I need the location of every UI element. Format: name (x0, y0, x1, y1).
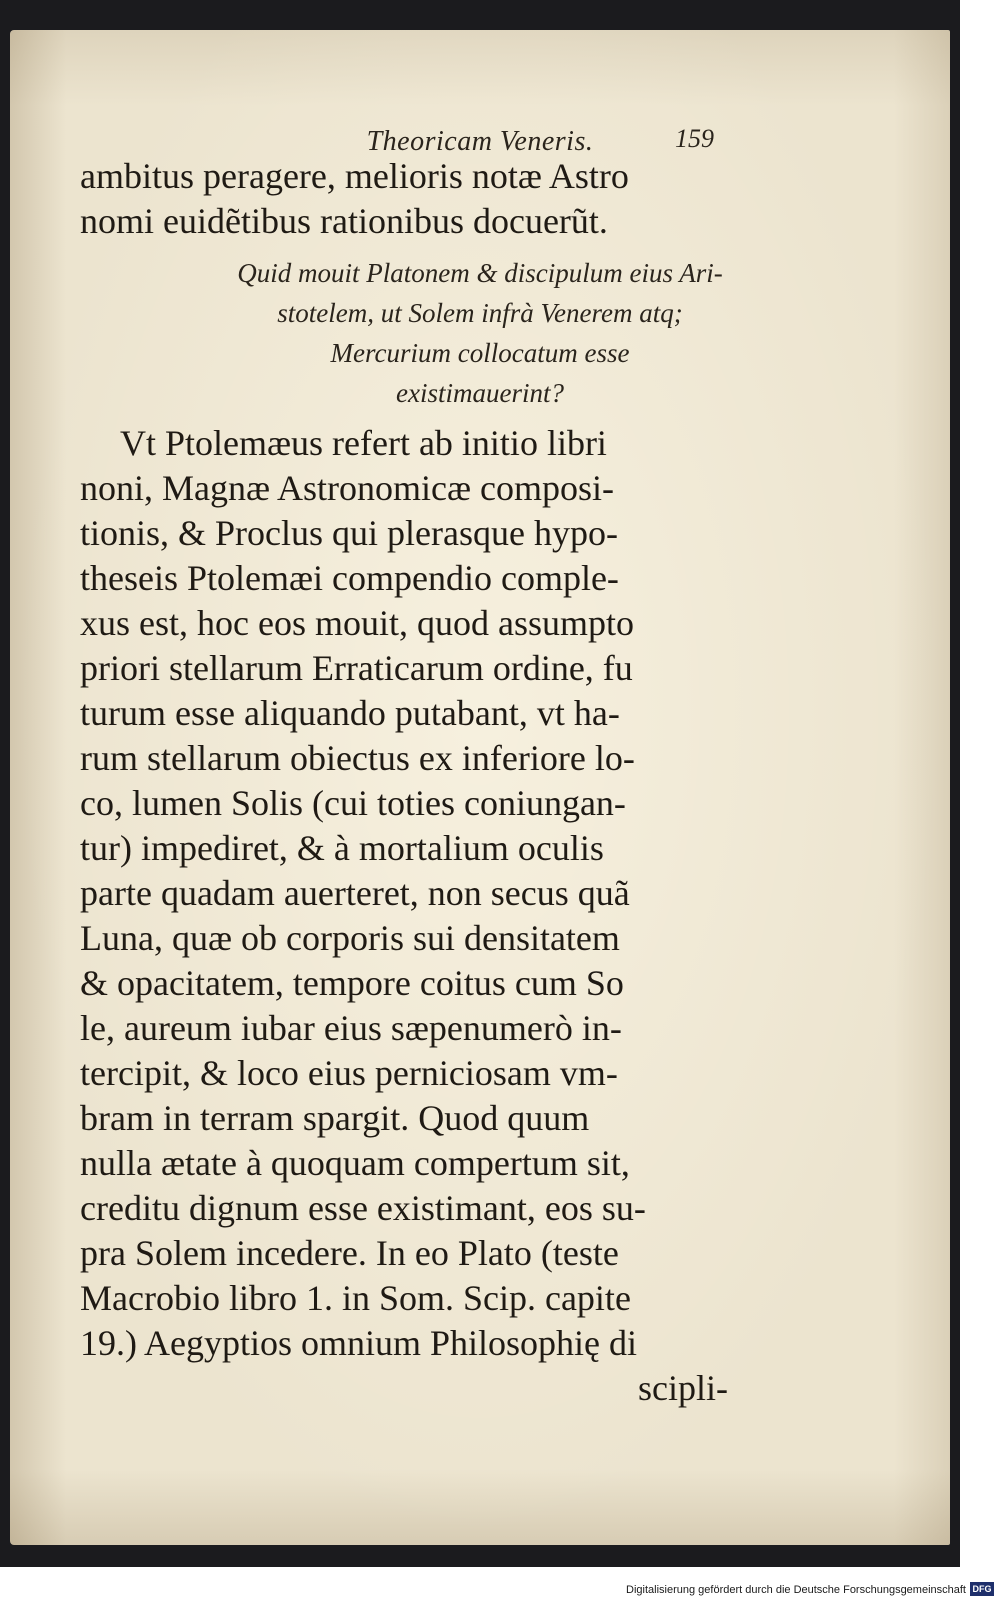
body-line: 19.) Aegyptios omnium Philosophię di (80, 1323, 638, 1363)
footer-bar (0, 1580, 1000, 1607)
body-line: nulla ætate à quoquam compertum sit, (80, 1143, 630, 1183)
body-line: creditu dignum esse existimant, eos su- (80, 1188, 646, 1228)
page-number: 159 (675, 124, 714, 153)
catchword: scipli- (638, 1368, 728, 1408)
section-heading-line: Mercurium collocatum esse (330, 338, 630, 368)
body-line: tionis, & Proclus qui plerasque hypo- (80, 513, 618, 553)
body-line: co, lumen Solis (cui toties coniungan- (80, 783, 626, 823)
intro-line: ambitus peragere, melioris notæ Astro (80, 156, 629, 196)
body-line: rum stellarum obiectus ex inferiore lo- (80, 738, 635, 778)
body-line: turum esse aliquando putabant, vt ha- (80, 693, 620, 733)
section-heading-line: Quid mouit Platonem & discipulum eius Ari- (237, 258, 723, 288)
section-heading-line: existimauerint? (396, 378, 564, 408)
body-line: tercipit, & loco eius perniciosam vm- (80, 1053, 618, 1093)
body-line: Macrobio libro 1. in Som. Scip. capite (80, 1278, 631, 1318)
running-head: Theoricam Veneris. (366, 126, 594, 157)
body-line: bram in terram spargit. Quod quum (80, 1098, 590, 1138)
body-line: parte quadam auerteret, non secus quã (80, 873, 630, 913)
body-line: Vt Ptolemæus refert ab initio libri (120, 423, 607, 463)
body-line: pra Solem incedere. In eo Plato (teste (80, 1233, 619, 1273)
body-line: & opacitatem, tempore coitus cum So (80, 963, 624, 1003)
book-page (10, 30, 950, 1545)
funding-credit: Digitalisierung gefördert durch die Deutsche Forschungsgemeinschaft (626, 1584, 966, 1596)
body-line: noni, Magnæ Astronomicæ composi- (80, 468, 614, 508)
body-line: Luna, quæ ob corporis sui densitatem (80, 918, 620, 958)
body-line: tur) impediret, & à mortalium oculis (80, 828, 604, 868)
body-line: theseis Ptolemæi compendio comple- (80, 558, 619, 598)
body-line: priori stellarum Erraticarum ordine, fu (80, 648, 633, 688)
dfg-logo: DFG (970, 1582, 994, 1596)
body-line: xus est, hoc eos mouit, quod assumpto (80, 603, 634, 643)
intro-line: nomi euidẽtibus rationibus docuerũt. (80, 201, 608, 241)
body-line: le, aureum iubar eius sæpenumerò in- (80, 1008, 622, 1048)
section-heading-line: stotelem, ut Solem infrà Venerem atq; (277, 298, 683, 328)
